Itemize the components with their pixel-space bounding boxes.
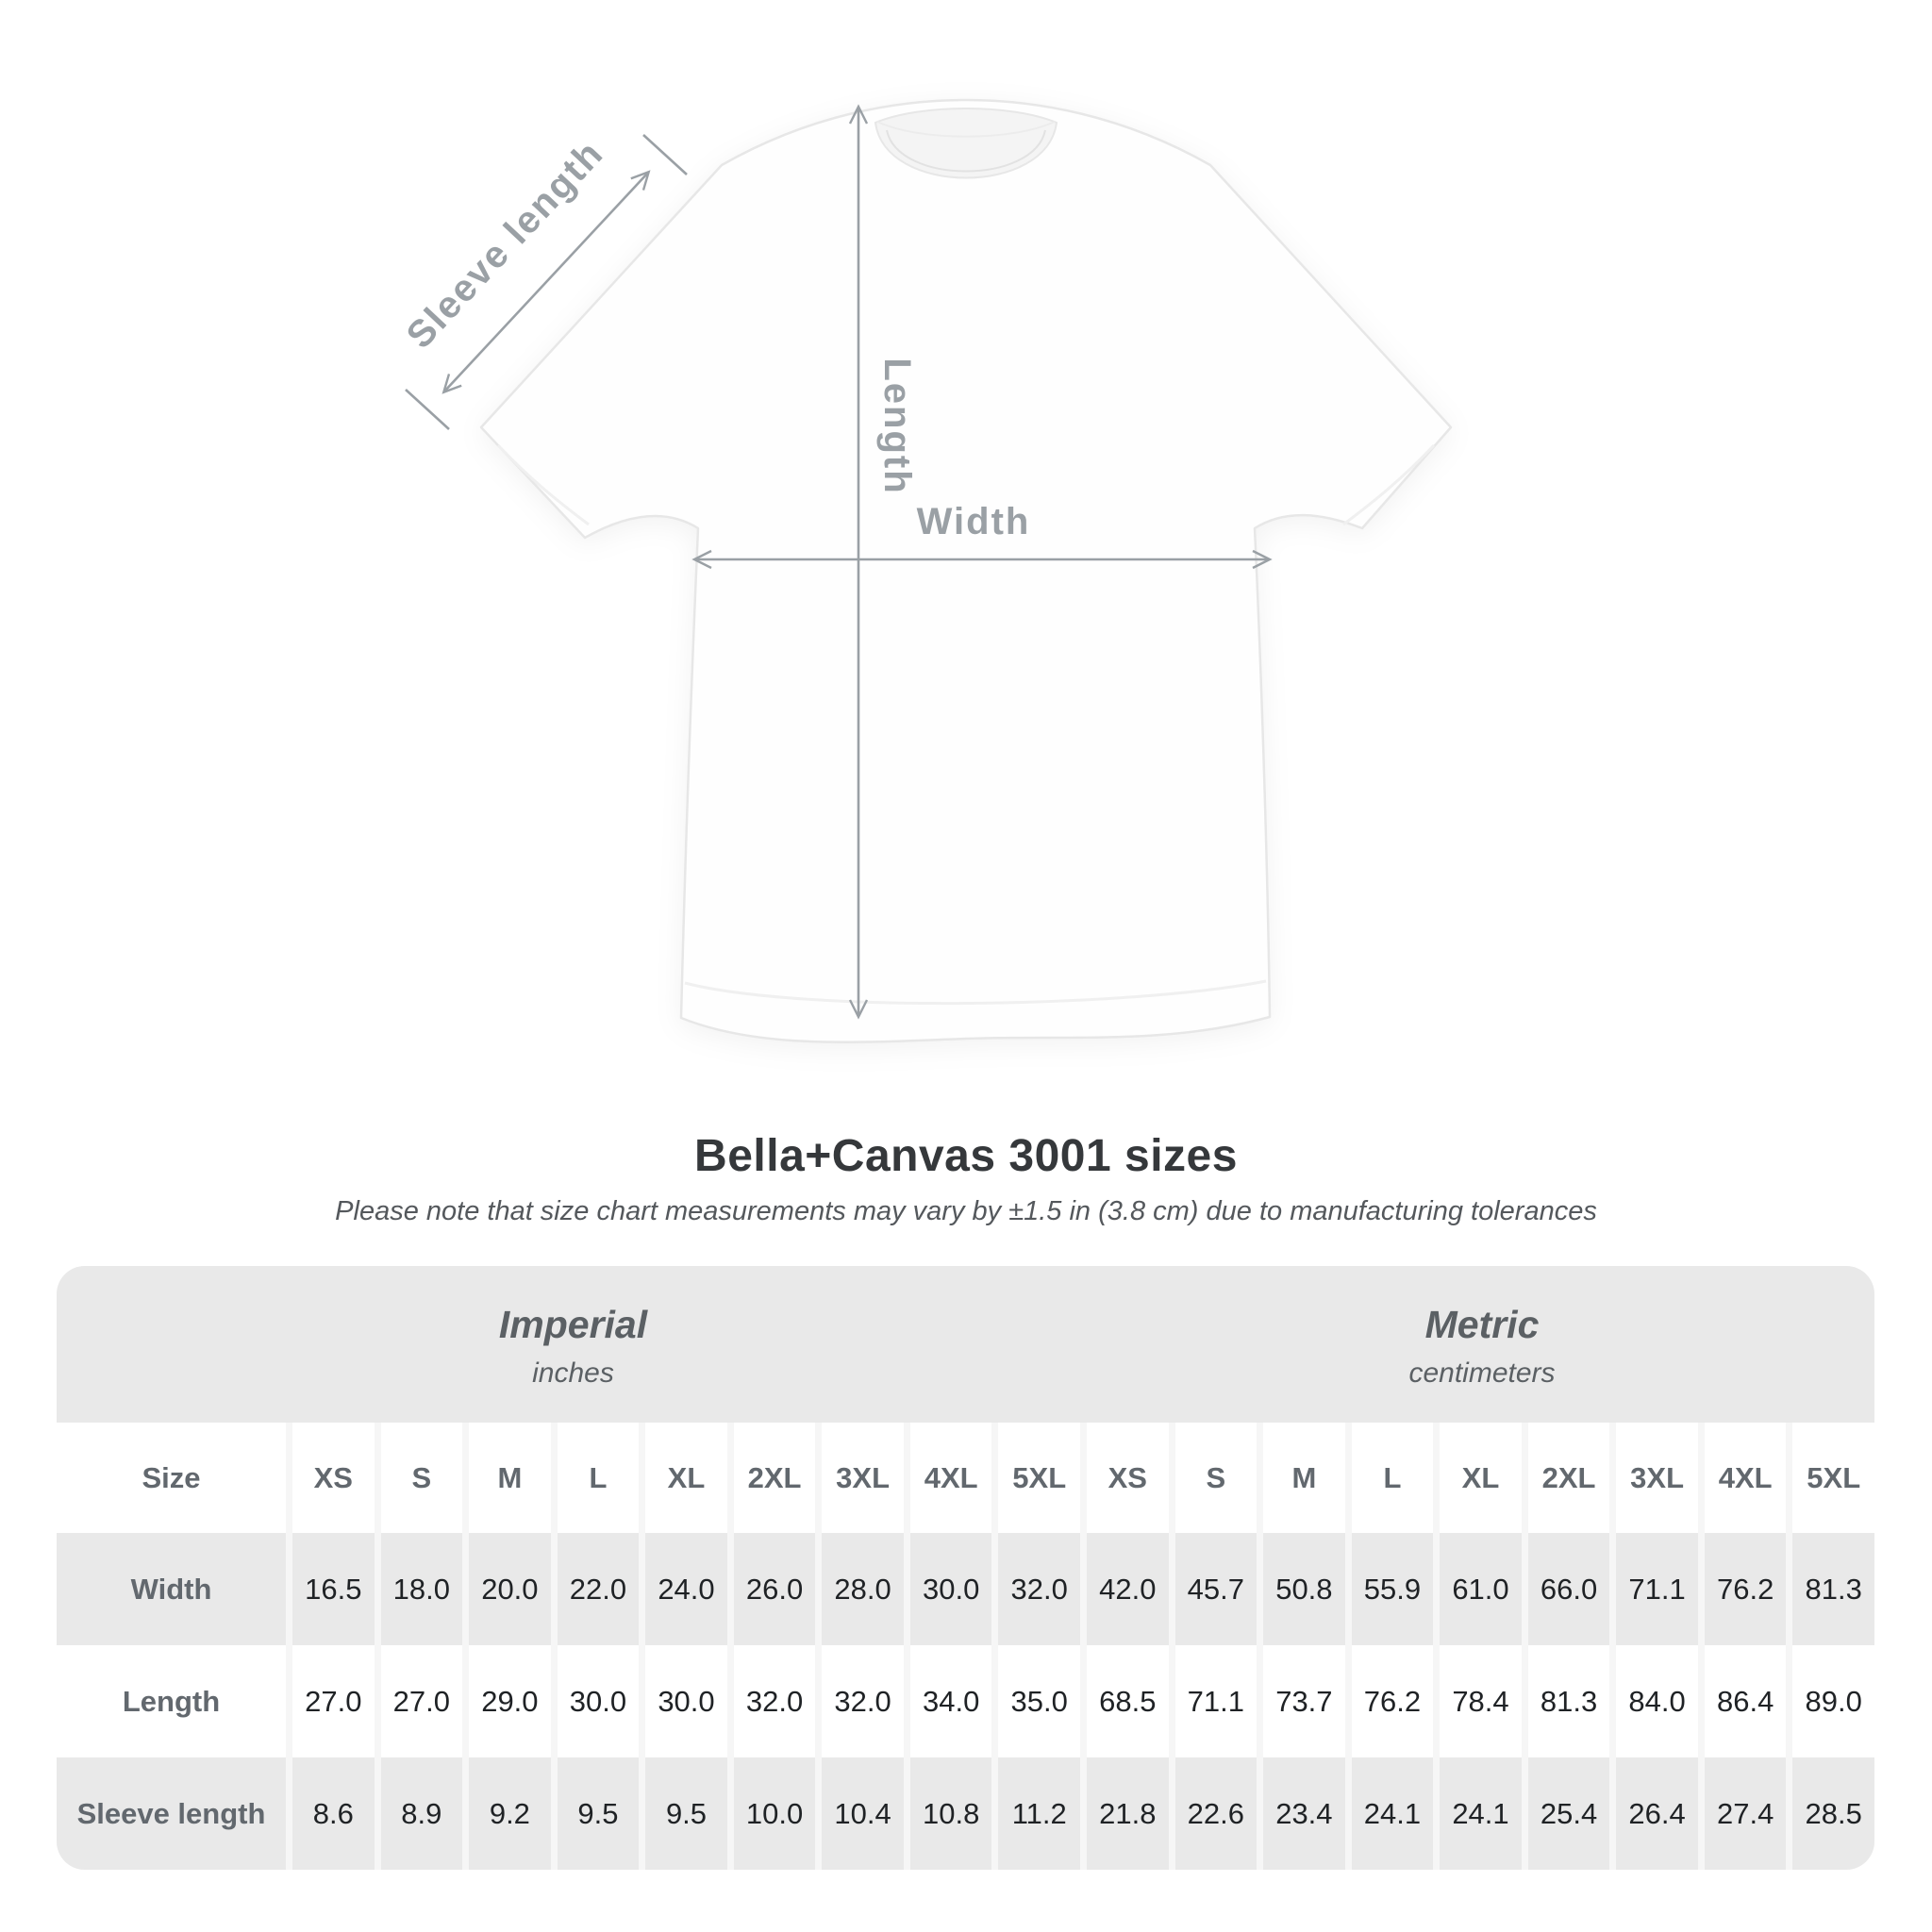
unit-band	[57, 1266, 1874, 1423]
metric-value: 78.4	[1440, 1645, 1522, 1757]
size-table-rows	[57, 1423, 1874, 1870]
size-table	[57, 1266, 1874, 1870]
size-header-cell: L	[1352, 1423, 1434, 1533]
metric-value: 55.9	[1352, 1533, 1434, 1645]
row-label: Sleeve length	[57, 1757, 286, 1870]
size-header-cell: 4XL	[1705, 1423, 1787, 1533]
imperial-value: 16.5	[292, 1533, 375, 1645]
imperial-value: 9.5	[645, 1757, 727, 1870]
size-header-cell: XS	[292, 1423, 375, 1533]
width-label: Width	[916, 501, 1031, 542]
imperial-value: 30.0	[910, 1533, 992, 1645]
tshirt-body	[481, 100, 1451, 1042]
metric-value: 86.4	[1705, 1645, 1787, 1757]
size-header-cell: 5XL	[998, 1423, 1080, 1533]
imperial-value: 9.5	[558, 1757, 640, 1870]
imperial-value: 10.0	[734, 1757, 816, 1870]
size-header-cell: 3XL	[1616, 1423, 1698, 1533]
metric-value: 24.1	[1352, 1757, 1434, 1870]
imperial-value: 30.0	[558, 1645, 640, 1757]
imperial-value: 8.6	[292, 1757, 375, 1870]
size-column-header: Size	[57, 1423, 286, 1533]
metric-label: Metric	[1424, 1303, 1540, 1346]
metric-unit-label: centimeters	[1408, 1357, 1556, 1389]
size-header-cell: XL	[1440, 1423, 1522, 1533]
metric-value: 24.1	[1440, 1757, 1522, 1870]
imperial-value: 8.9	[381, 1757, 463, 1870]
size-header-row	[57, 1423, 1874, 1533]
imperial-value: 32.0	[998, 1533, 1080, 1645]
size-header-cell: 4XL	[910, 1423, 992, 1533]
unit-group-imperial	[57, 1266, 1090, 1423]
imperial-value: 10.8	[910, 1757, 992, 1870]
imperial-value: 34.0	[910, 1645, 992, 1757]
imperial-value: 22.0	[558, 1533, 640, 1645]
imperial-value: 29.0	[469, 1645, 551, 1757]
size-header-cell: 2XL	[734, 1423, 816, 1533]
imperial-value: 35.0	[998, 1645, 1080, 1757]
size-header-cell: 3XL	[822, 1423, 904, 1533]
imperial-label: Imperial	[498, 1303, 648, 1346]
imperial-value: 27.0	[381, 1645, 463, 1757]
unit-group-metric	[1090, 1266, 1874, 1423]
metric-value: 81.3	[1528, 1645, 1610, 1757]
tshirt-illustration	[481, 100, 1451, 1042]
metric-value: 81.3	[1792, 1533, 1874, 1645]
imperial-value: 9.2	[469, 1757, 551, 1870]
imperial-value: 28.0	[822, 1533, 904, 1645]
size-header-cell: 2XL	[1528, 1423, 1610, 1533]
metric-value: 68.5	[1087, 1645, 1169, 1757]
heading-block	[0, 1130, 1932, 1227]
row-label: Width	[57, 1533, 286, 1645]
imperial-value: 18.0	[381, 1533, 463, 1645]
imperial-value: 27.0	[292, 1645, 375, 1757]
imperial-value: 11.2	[998, 1757, 1080, 1870]
metric-value: 21.8	[1087, 1757, 1169, 1870]
measurement-row-length	[57, 1645, 1874, 1757]
imperial-value: 24.0	[645, 1533, 727, 1645]
size-header-cell: S	[381, 1423, 463, 1533]
metric-value: 71.1	[1175, 1645, 1257, 1757]
metric-value: 23.4	[1263, 1757, 1345, 1870]
metric-value: 76.2	[1705, 1533, 1787, 1645]
metric-value: 61.0	[1440, 1533, 1522, 1645]
metric-value: 45.7	[1175, 1533, 1257, 1645]
metric-value: 50.8	[1263, 1533, 1345, 1645]
measurement-row-sleeve-length	[57, 1757, 1874, 1870]
measurement-row-width	[57, 1533, 1874, 1645]
metric-value: 66.0	[1528, 1533, 1610, 1645]
size-header-cell: M	[469, 1423, 551, 1533]
metric-value: 73.7	[1263, 1645, 1345, 1757]
metric-value: 71.1	[1616, 1533, 1698, 1645]
imperial-value: 20.0	[469, 1533, 551, 1645]
imperial-value: 26.0	[734, 1533, 816, 1645]
metric-value: 25.4	[1528, 1757, 1610, 1870]
row-label: Length	[57, 1645, 286, 1757]
imperial-value: 32.0	[734, 1645, 816, 1757]
size-header-cell: S	[1175, 1423, 1257, 1533]
page-title: Bella+Canvas 3001 sizes	[694, 1131, 1238, 1181]
metric-value: 76.2	[1352, 1645, 1434, 1757]
imperial-value: 30.0	[645, 1645, 727, 1757]
size-header-cell: 5XL	[1792, 1423, 1874, 1533]
imperial-value: 32.0	[822, 1645, 904, 1757]
size-header-cell: XS	[1087, 1423, 1169, 1533]
metric-value: 22.6	[1175, 1757, 1257, 1870]
metric-value: 84.0	[1616, 1645, 1698, 1757]
metric-value: 28.5	[1792, 1757, 1874, 1870]
size-header-cell: L	[558, 1423, 640, 1533]
size-header-cell: M	[1263, 1423, 1345, 1533]
imperial-unit-label: inches	[532, 1357, 614, 1389]
metric-value: 42.0	[1087, 1533, 1169, 1645]
metric-value: 27.4	[1705, 1757, 1787, 1870]
page-subtitle: Please note that size chart measurements may vary by ±1.5 in (3.8 cm) due to manufacturing tolerances	[335, 1196, 1597, 1226]
metric-value: 89.0	[1792, 1645, 1874, 1757]
length-label: Length	[876, 358, 918, 495]
sleeve-length-label: Sleeve length	[398, 132, 612, 357]
imperial-value: 10.4	[822, 1757, 904, 1870]
size-header-cell: XL	[645, 1423, 727, 1533]
metric-value: 26.4	[1616, 1757, 1698, 1870]
